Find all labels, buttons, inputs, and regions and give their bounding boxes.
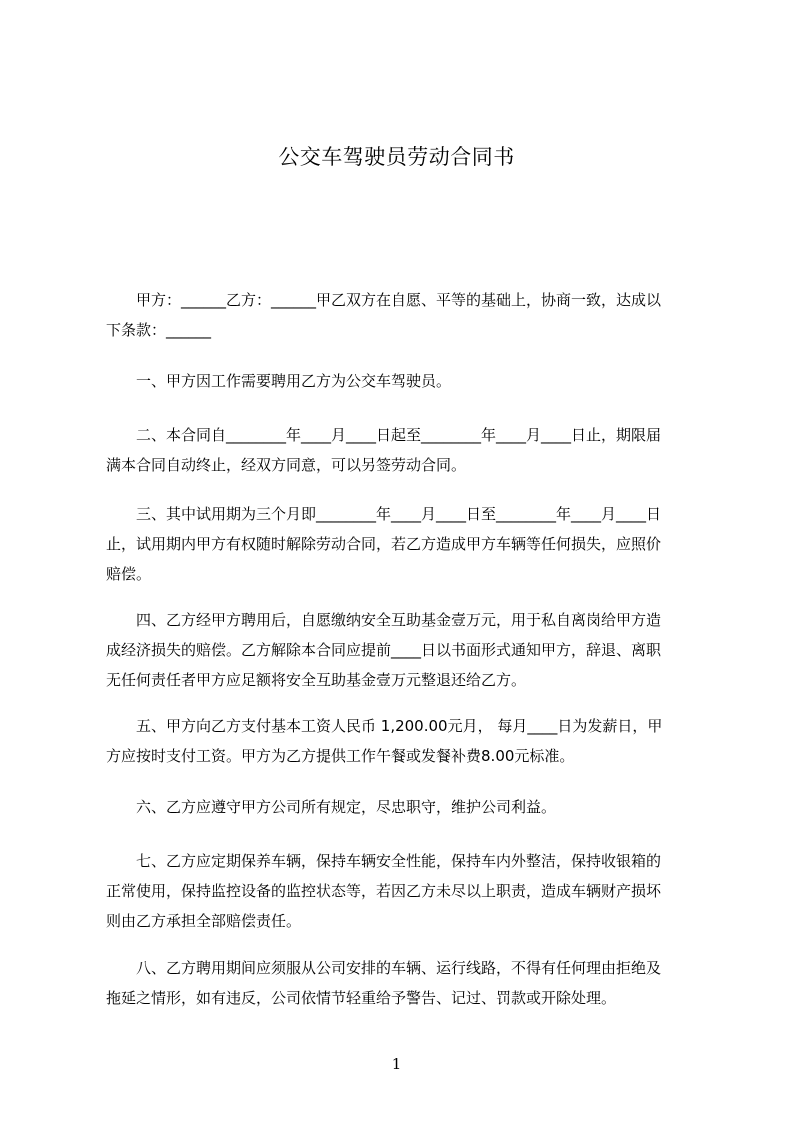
paragraph-clause-5 — [106, 711, 711, 771]
paragraph-line: 下条款：______ — [106, 321, 212, 339]
paragraph-line: 方应按时支付工资。甲方为乙方提供工作午餐或发餐补费8.00元标准。 — [106, 747, 575, 765]
paragraph-clause-6 — [106, 792, 711, 822]
paragraph-clause-7 — [106, 846, 711, 936]
paragraph-clause-2 — [106, 420, 711, 480]
paragraph-line: 满本合同自动终止，经双方同意，可以另签劳动合同。 — [106, 456, 467, 474]
paragraph-clause-3 — [106, 499, 711, 589]
paragraph-line: 七、乙方应定期保养车辆，保持车辆安全性能，保持车内外整洁，保持收银箱的 — [106, 852, 662, 870]
paragraph-clause-4 — [106, 605, 711, 695]
paragraph-line: 一、甲方因工作需要聘用乙方为公交车驾驶员。 — [106, 372, 452, 390]
paragraph-line: 五、甲方向乙方支付基本工资人民币 1,200.00元月， 每月____日为发薪日，甲 — [106, 717, 663, 735]
paragraph-line: 四、乙方经甲方聘用后，自愿缴纳安全互助基金壹万元，用于私自离岗给甲方造 — [106, 611, 662, 629]
paragraph-line: 二、本合同自________年____月____日起至________年____月____日止，期限届 — [106, 426, 662, 444]
paragraph-line: 则由乙方承担全部赔偿责任。 — [106, 912, 302, 930]
paragraph-line: 八、乙方聘用期间应须服从公司安排的车辆、运行线路，不得有任何理由拒绝及 — [106, 959, 662, 977]
paragraph-line: 无任何责任者甲方应足额将安全互助基金壹万元整退还给乙方。 — [106, 671, 527, 689]
paragraph-line: 止，试用期内甲方有权随时解除劳动合同，若乙方造成甲方车辆等任何损失，应照价 — [106, 535, 662, 553]
paragraph-line: 拖延之情形，如有违反，公司依情节轻重给予警告、记过、罚款或开除处理。 — [106, 989, 617, 1007]
page-number: 1 — [391, 1055, 402, 1073]
paragraph-clause-8 — [106, 953, 711, 1013]
document-title: 公交车驾驶员劳动合同书 — [278, 145, 515, 169]
paragraph-line: 成经济损失的赔偿。乙方解除本合同应提前____日以书面形式通知甲方，辞退、离职 — [106, 641, 662, 659]
paragraph-line: 赔偿。 — [106, 565, 152, 583]
paragraph-line: 甲方：______乙方：______甲乙双方在自愿、平等的基础上，协商一致，达成以 — [106, 291, 662, 309]
paragraph-clause-1 — [106, 366, 711, 396]
paragraph-line: 三、其中试用期为三个月即________年____月____日至________年____月____日 — [106, 505, 662, 523]
paragraph-line: 六、乙方应遵守甲方公司所有规定，尽忠职守，维护公司利益。 — [106, 798, 557, 816]
paragraph-line: 正常使用，保持监控设备的监控状态等，若因乙方未尽以上职责，造成车辆财产损坏 — [106, 882, 662, 900]
paragraph-parties — [106, 285, 711, 345]
